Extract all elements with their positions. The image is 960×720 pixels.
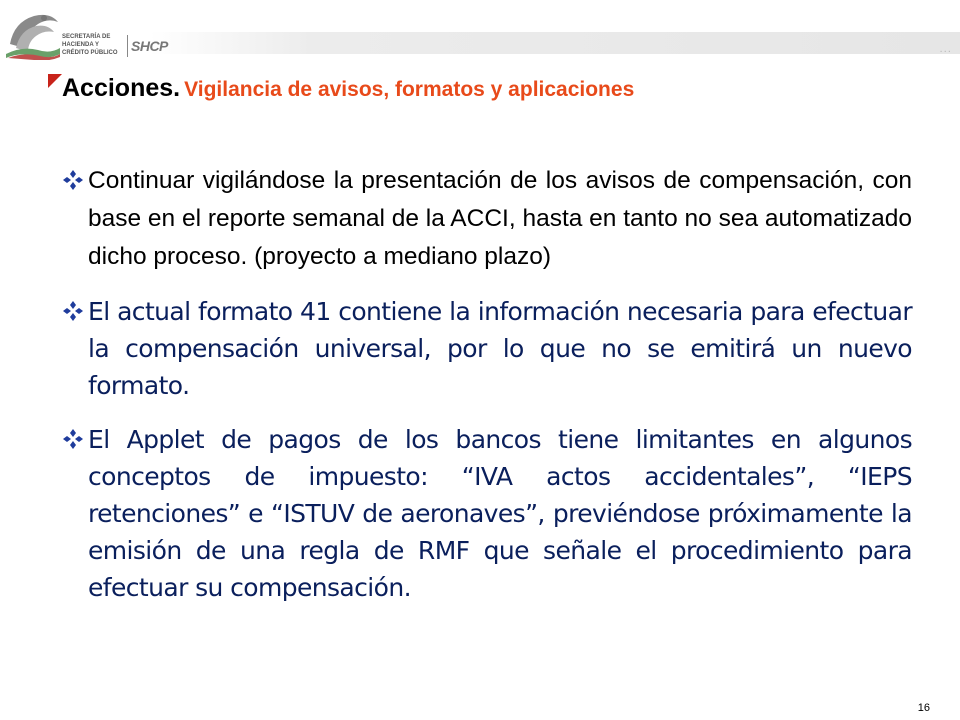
logo-line-1: SECRETARÍA DE bbox=[62, 34, 111, 40]
logo-line-3: CRÉDITO PÚBLICO bbox=[62, 50, 118, 56]
bullet-item bbox=[62, 421, 912, 606]
header-band bbox=[150, 32, 960, 54]
bullet-list bbox=[62, 162, 912, 623]
logo-line-2: HACIENDA Y bbox=[62, 42, 100, 48]
title-main: Acciones. bbox=[62, 74, 181, 102]
bullet-text: El Applet de pagos de los bancos tiene limitantes en algunos conceptos de impuesto: “IVA actos accidentales”, “IEPS retenciones” e “ISTUV de aeronaves”, previéndose próximamente la emisión de una regla de RMF que señale el procedimiento para efectuar su compensación. bbox=[88, 425, 912, 602]
diamond-bullet-icon bbox=[62, 169, 84, 191]
shcp-logo bbox=[4, 4, 168, 60]
bullet-item bbox=[62, 293, 912, 404]
logo-separator bbox=[127, 35, 128, 57]
bullet-text: Continuar vigilándose la presentación de los avisos de compensación, con base en el reporte semanal de la ACCI, hasta en tanto no sea automatizado dicho proceso. (proyecto a mediano plazo) bbox=[88, 167, 913, 270]
bullet-text: El actual formato 41 contiene la información necesaria para efectuar la compensación universal, por lo que no se emitirá un nuevo formato. bbox=[88, 297, 912, 400]
slide-title bbox=[48, 74, 634, 103]
title-triangle-icon bbox=[48, 74, 62, 88]
logo-abbreviation: SHCP bbox=[131, 38, 168, 54]
eagle-emblem-icon bbox=[4, 4, 64, 60]
page-number: 16 bbox=[917, 702, 930, 714]
bullet-item bbox=[62, 162, 912, 276]
title-subtitle: Vigilancia de avisos, formatos y aplicaciones bbox=[184, 78, 635, 101]
diamond-bullet-icon bbox=[62, 300, 84, 322]
header-dots: ... bbox=[939, 44, 952, 55]
diamond-bullet-icon bbox=[62, 428, 84, 450]
